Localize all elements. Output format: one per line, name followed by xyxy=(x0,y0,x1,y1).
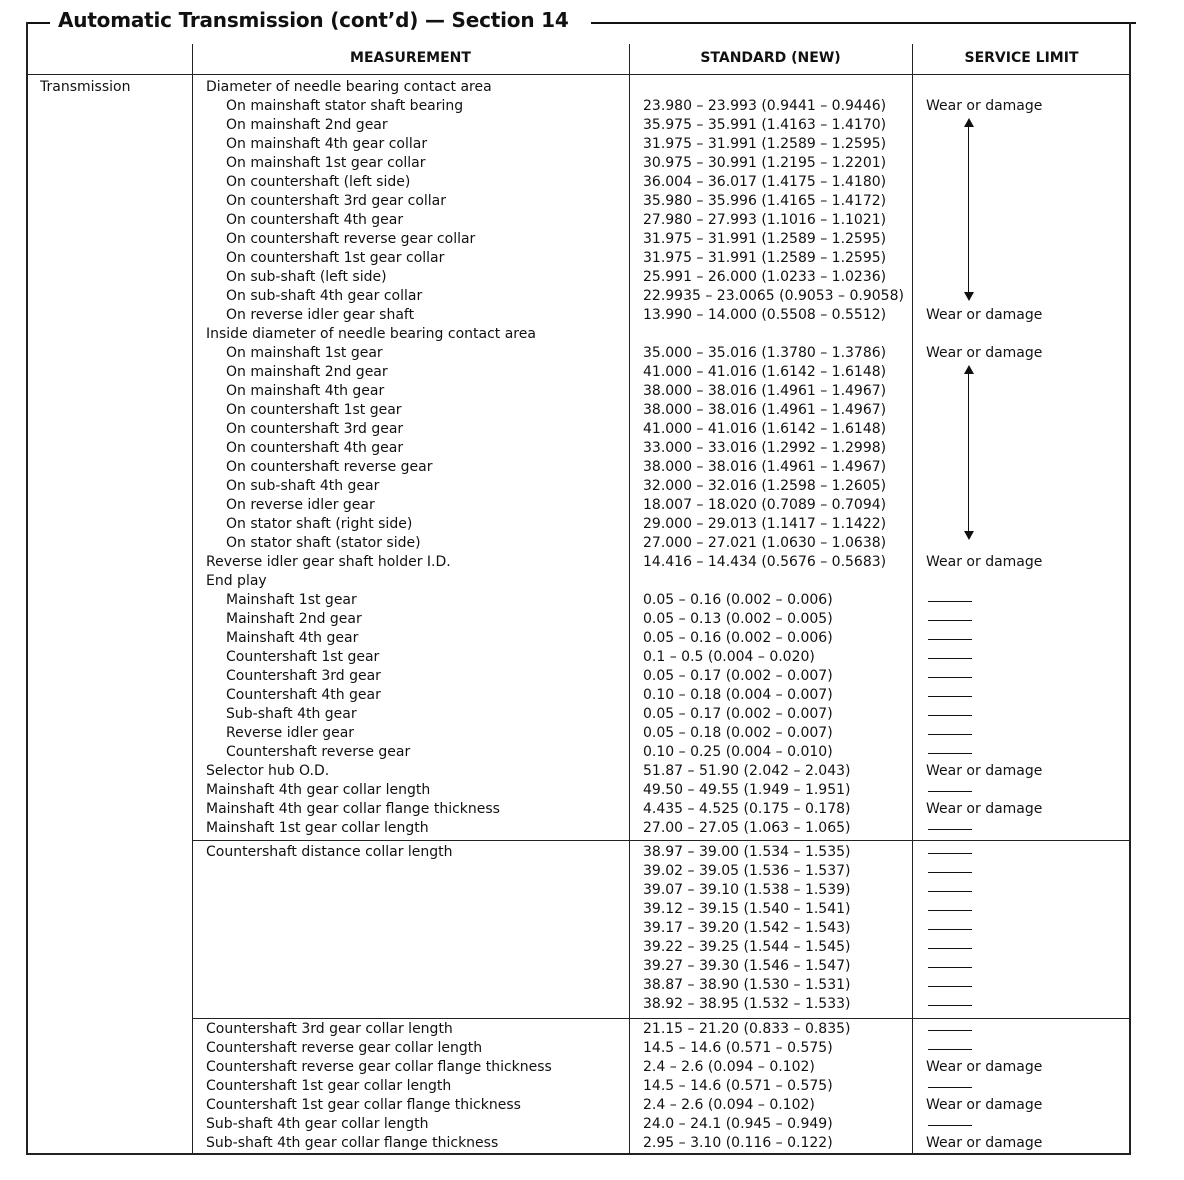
no-limit-dash xyxy=(928,929,972,930)
standard-cell: 0.1 – 0.5 (0.004 – 0.020) xyxy=(643,649,815,665)
measurement-cell: On sub-shaft 4th gear xyxy=(226,478,380,494)
measurement-cell: On mainshaft 4th gear xyxy=(226,383,385,399)
measurement-cell: Reverse idler gear shaft holder I.D. xyxy=(206,554,451,570)
no-limit-dash xyxy=(928,639,972,640)
standard-cell: 41.000 – 41.016 (1.6142 – 1.6148) xyxy=(643,421,887,437)
measurement-cell: Countershaft reverse gear xyxy=(226,744,411,760)
measurement-cell: On mainshaft 4th gear collar xyxy=(226,136,428,152)
standard-cell: 0.05 – 0.16 (0.002 – 0.006) xyxy=(643,592,833,608)
no-limit-dash xyxy=(928,791,972,792)
standard-cell: 22.9935 – 23.0065 (0.9053 – 0.9058) xyxy=(643,288,904,304)
standard-cell: 0.10 – 0.25 (0.004 – 0.010) xyxy=(643,744,833,760)
standard-cell: 2.4 – 2.6 (0.094 – 0.102) xyxy=(643,1097,815,1113)
range-arrow-shaft xyxy=(968,125,969,293)
standard-cell: 38.000 – 38.016 (1.4961 – 1.4967) xyxy=(643,402,887,418)
range-arrow-down-icon xyxy=(964,292,974,301)
measurement-cell: On countershaft 4th gear xyxy=(226,440,404,456)
measurement-cell: On countershaft reverse gear collar xyxy=(226,231,476,247)
standard-cell: 39.22 – 39.25 (1.544 – 1.545) xyxy=(643,939,851,955)
service-limit-cell: Wear or damage xyxy=(926,345,1043,361)
standard-cell: 31.975 – 31.991 (1.2589 – 1.2595) xyxy=(643,231,887,247)
service-limit-cell: Wear or damage xyxy=(926,307,1043,323)
standard-cell: 0.05 – 0.17 (0.002 – 0.007) xyxy=(643,706,833,722)
measurement-cell: Countershaft 3rd gear collar length xyxy=(206,1021,453,1037)
standard-cell: 21.15 – 21.20 (0.833 – 0.835) xyxy=(643,1021,851,1037)
measurement-cell: On stator shaft (right side) xyxy=(226,516,413,532)
measurement-cell: On countershaft 4th gear xyxy=(226,212,404,228)
measurement-cell: On mainshaft 2nd gear xyxy=(226,364,388,380)
service-limit-cell: Wear or damage xyxy=(926,554,1043,570)
measurement-cell: Countershaft 1st gear collar length xyxy=(206,1078,452,1094)
col-divider-1 xyxy=(192,44,193,1155)
measurement-cell: On countershaft reverse gear xyxy=(226,459,433,475)
measurement-cell: Countershaft reverse gear collar length xyxy=(206,1040,483,1056)
measurement-cell: Countershaft 1st gear xyxy=(226,649,380,665)
standard-cell: 39.17 – 39.20 (1.542 – 1.543) xyxy=(643,920,851,936)
standard-cell: 39.07 – 39.10 (1.538 – 1.539) xyxy=(643,882,851,898)
measurement-cell: On countershaft 3rd gear xyxy=(226,421,404,437)
no-limit-dash xyxy=(928,910,972,911)
measurement-cell: Mainshaft 2nd gear xyxy=(226,611,362,627)
measurement-cell: Diameter of needle bearing contact area xyxy=(206,79,492,95)
page-title: Automatic Transmission (cont’d) — Section 14 xyxy=(58,8,569,32)
range-arrow-shaft xyxy=(968,372,969,532)
standard-cell: 24.0 – 24.1 (0.945 – 0.949) xyxy=(643,1116,833,1132)
no-limit-dash xyxy=(928,948,972,949)
standard-cell: 2.4 – 2.6 (0.094 – 0.102) xyxy=(643,1059,815,1075)
measurement-cell: Mainshaft 4th gear collar flange thickness xyxy=(206,801,500,817)
standard-cell: 39.27 – 39.30 (1.546 – 1.547) xyxy=(643,958,851,974)
no-limit-dash xyxy=(928,734,972,735)
standard-cell: 33.000 – 33.016 (1.2992 – 1.2998) xyxy=(643,440,887,456)
measurement-cell: On mainshaft 1st gear xyxy=(226,345,383,361)
standard-cell: 31.975 – 31.991 (1.2589 – 1.2595) xyxy=(643,250,887,266)
measurement-cell: Countershaft 1st gear collar flange thickness xyxy=(206,1097,521,1113)
standard-cell: 0.10 – 0.18 (0.004 – 0.007) xyxy=(643,687,833,703)
measurement-cell: Mainshaft 1st gear collar length xyxy=(206,820,429,836)
section-label: Transmission xyxy=(40,79,131,95)
measurement-cell: Reverse idler gear xyxy=(226,725,355,741)
standard-cell: 35.980 – 35.996 (1.4165 – 1.4172) xyxy=(643,193,887,209)
measurement-cell: On sub-shaft 4th gear collar xyxy=(226,288,423,304)
no-limit-dash xyxy=(928,967,972,968)
measurement-cell: Mainshaft 1st gear xyxy=(226,592,357,608)
standard-cell: 27.00 – 27.05 (1.063 – 1.065) xyxy=(643,820,851,836)
no-limit-dash xyxy=(928,853,972,854)
service-limit-cell: Wear or damage xyxy=(926,1059,1043,1075)
measurement-cell: On mainshaft stator shaft bearing xyxy=(226,98,464,114)
no-limit-dash xyxy=(928,1005,972,1006)
group-rule-2 xyxy=(192,1018,1131,1019)
standard-cell: 13.990 – 14.000 (0.5508 – 0.5512) xyxy=(643,307,887,323)
col-divider-2 xyxy=(629,44,630,1155)
standard-cell: 32.000 – 32.016 (1.2598 – 1.2605) xyxy=(643,478,887,494)
standard-cell: 35.975 – 35.991 (1.4163 – 1.4170) xyxy=(643,117,887,133)
header-rule xyxy=(26,74,1131,75)
no-limit-dash xyxy=(928,753,972,754)
measurement-cell: Mainshaft 4th gear xyxy=(226,630,359,646)
measurement-cell: Countershaft reverse gear collar flange thickness xyxy=(206,1059,552,1075)
standard-cell: 0.05 – 0.13 (0.002 – 0.005) xyxy=(643,611,833,627)
measurement-cell: On countershaft (left side) xyxy=(226,174,411,190)
service-limit-cell: Wear or damage xyxy=(926,98,1043,114)
measurement-cell: On stator shaft (stator side) xyxy=(226,535,421,551)
measurement-cell: On countershaft 1st gear collar xyxy=(226,250,445,266)
standard-cell: 38.92 – 38.95 (1.532 – 1.533) xyxy=(643,996,851,1012)
measurement-cell: On mainshaft 2nd gear xyxy=(226,117,388,133)
measurement-cell: Sub-shaft 4th gear collar length xyxy=(206,1116,429,1132)
standard-cell: 38.000 – 38.016 (1.4961 – 1.4967) xyxy=(643,383,887,399)
standard-cell: 30.975 – 30.991 (1.2195 – 1.2201) xyxy=(643,155,887,171)
range-arrow-down-icon xyxy=(964,531,974,540)
measurement-cell: Selector hub O.D. xyxy=(206,763,330,779)
no-limit-dash xyxy=(928,677,972,678)
col-divider-3 xyxy=(912,44,913,1155)
standard-cell: 0.05 – 0.17 (0.002 – 0.007) xyxy=(643,668,833,684)
measurement-cell: On sub-shaft (left side) xyxy=(226,269,387,285)
no-limit-dash xyxy=(928,601,972,602)
range-arrow-up-icon xyxy=(964,365,974,374)
standard-cell: 0.05 – 0.18 (0.002 – 0.007) xyxy=(643,725,833,741)
measurement-cell: On reverse idler gear xyxy=(226,497,375,513)
standard-cell: 27.980 – 27.993 (1.1016 – 1.1021) xyxy=(643,212,887,228)
measurement-cell: Inside diameter of needle bearing contact area xyxy=(206,326,536,342)
no-limit-dash xyxy=(928,1030,972,1031)
no-limit-dash xyxy=(928,1049,972,1050)
service-limit-cell: Wear or damage xyxy=(926,1135,1043,1151)
standard-cell: 49.50 – 49.55 (1.949 – 1.951) xyxy=(643,782,851,798)
range-arrow-up-icon xyxy=(964,118,974,127)
service-limit-cell: Wear or damage xyxy=(926,801,1043,817)
no-limit-dash xyxy=(928,1125,972,1126)
standard-cell: 51.87 – 51.90 (2.042 – 2.043) xyxy=(643,763,851,779)
measurement-cell: On reverse idler gear shaft xyxy=(226,307,415,323)
no-limit-dash xyxy=(928,891,972,892)
standard-cell: 41.000 – 41.016 (1.6142 – 1.6148) xyxy=(643,364,887,380)
standard-cell: 35.000 – 35.016 (1.3780 – 1.3786) xyxy=(643,345,887,361)
no-limit-dash xyxy=(928,620,972,621)
standard-cell: 23.980 – 23.993 (0.9441 – 0.9446) xyxy=(643,98,887,114)
header-measurement: MEASUREMENT xyxy=(350,50,471,66)
measurement-cell: End play xyxy=(206,573,267,589)
standard-cell: 38.000 – 38.016 (1.4961 – 1.4967) xyxy=(643,459,887,475)
standard-cell: 31.975 – 31.991 (1.2589 – 1.2595) xyxy=(643,136,887,152)
standard-cell: 2.95 – 3.10 (0.116 – 0.122) xyxy=(643,1135,833,1151)
no-limit-dash xyxy=(928,829,972,830)
standard-cell: 36.004 – 36.017 (1.4175 – 1.4180) xyxy=(643,174,887,190)
measurement-cell: On countershaft 3rd gear collar xyxy=(226,193,446,209)
no-limit-dash xyxy=(928,715,972,716)
standard-cell: 39.02 – 39.05 (1.536 – 1.537) xyxy=(643,863,851,879)
group-rule-1 xyxy=(192,840,1131,841)
measurement-cell: Sub-shaft 4th gear xyxy=(226,706,357,722)
measurement-cell: On countershaft 1st gear xyxy=(226,402,402,418)
service-limit-cell: Wear or damage xyxy=(926,763,1043,779)
standard-cell: 0.05 – 0.16 (0.002 – 0.006) xyxy=(643,630,833,646)
standard-cell: 39.12 – 39.15 (1.540 – 1.541) xyxy=(643,901,851,917)
standard-cell: 38.87 – 38.90 (1.530 – 1.531) xyxy=(643,977,851,993)
standard-cell: 38.97 – 39.00 (1.534 – 1.535) xyxy=(643,844,851,860)
standard-cell: 14.416 – 14.434 (0.5676 – 0.5683) xyxy=(643,554,887,570)
measurement-cell: Countershaft 3rd gear xyxy=(226,668,381,684)
measurement-cell: Countershaft 4th gear xyxy=(226,687,381,703)
header-service-limit: SERVICE LIMIT xyxy=(964,50,1079,66)
measurement-cell: Sub-shaft 4th gear collar flange thickness xyxy=(206,1135,499,1151)
standard-cell: 29.000 – 29.013 (1.1417 – 1.1422) xyxy=(643,516,887,532)
standard-cell: 14.5 – 14.6 (0.571 – 0.575) xyxy=(643,1040,833,1056)
service-limit-cell: Wear or damage xyxy=(926,1097,1043,1113)
header-standard: STANDARD (NEW) xyxy=(700,50,841,66)
no-limit-dash xyxy=(928,658,972,659)
standard-cell: 25.991 – 26.000 (1.0233 – 1.0236) xyxy=(643,269,887,285)
standard-cell: 27.000 – 27.021 (1.0630 – 1.0638) xyxy=(643,535,887,551)
no-limit-dash xyxy=(928,1087,972,1088)
no-limit-dash xyxy=(928,872,972,873)
no-limit-dash xyxy=(928,986,972,987)
measurement-cell: Countershaft distance collar length xyxy=(206,844,453,860)
standard-cell: 18.007 – 18.020 (0.7089 – 0.7094) xyxy=(643,497,887,513)
measurement-cell: On mainshaft 1st gear collar xyxy=(226,155,426,171)
no-limit-dash xyxy=(928,696,972,697)
standard-cell: 14.5 – 14.6 (0.571 – 0.575) xyxy=(643,1078,833,1094)
measurement-cell: Mainshaft 4th gear collar length xyxy=(206,782,431,798)
standard-cell: 4.435 – 4.525 (0.175 – 0.178) xyxy=(643,801,851,817)
